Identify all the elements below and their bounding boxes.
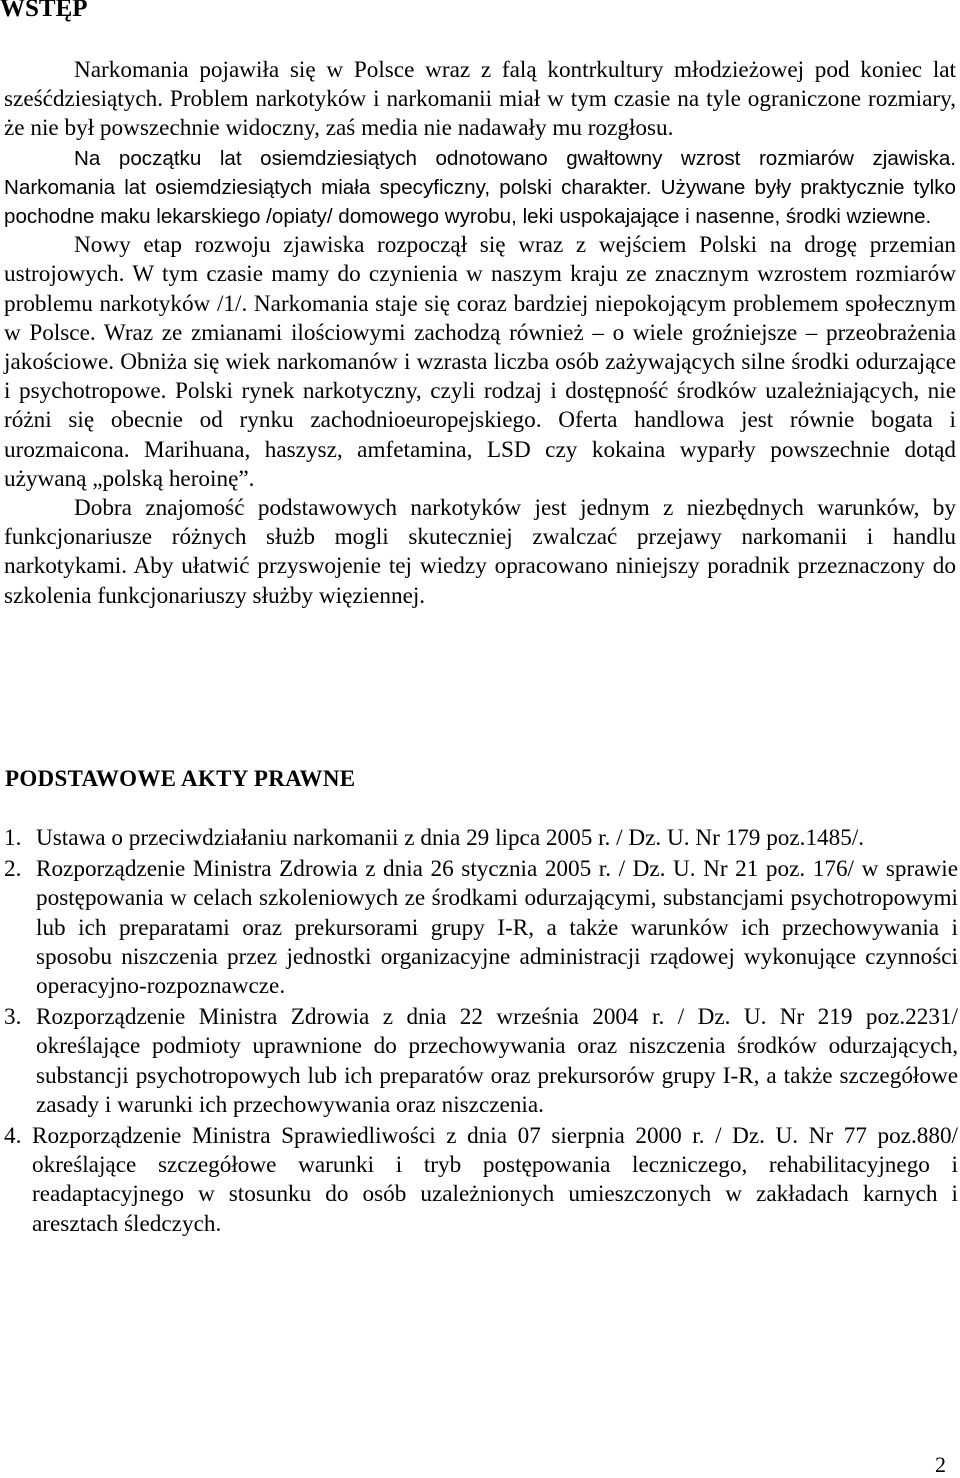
list-item-text: Rozporządzenie Ministra Zdrowia z dnia 22 września 2004 r. / Dz. U. Nr 219 poz.2231/ określające podmioty uprawnione do przechowywania oraz niszczenia środków odurzających, substancji psychotropowych lub ich preparatów oraz prekursorów grupy I-R, a także szczegółowe zasady i warunki ich przechowywania oraz niszczenia. [36, 1004, 958, 1118]
list-item-text: Rozporządzenie Ministra Sprawiedliwości z dnia 07 sierpnia 2000 r. / Dz. U. Nr 77 poz.880/ określające szczegółowe warunki i tryb postępowania leczniczego, rehabilitacyjnego i readaptacyjnego w stosunku do osób uzależnionych umieszczonych w zakładach karnych i aresztach śledczych. [32, 1123, 958, 1237]
list-item [4, 824, 958, 853]
section-heading: PODSTAWOWE AKTY PRAWNE [5, 766, 356, 791]
list-item-number: 1. [4, 825, 22, 851]
list-item-text: Ustawa o przeciwdziałaniu narkomanii z dnia 29 lipca 2005 r. / Dz. U. Nr 179 poz.1485/. [36, 825, 865, 851]
list-item-text: Rozporządzenie Ministra Zdrowia z dnia 26 stycznia 2005 r. / Dz. U. Nr 21 poz. 176/ w sprawie postępowania w celach szkoleniowych ze środkami odurzającymi, substancjami psychotropowymi lub ich preparatami oraz prekursorami grupy I-R, a także warunków ich przechowywania i sposobu niszczenia przez jednostki organizacyjne administracji rządowej wykonujące czynności operacyjno-rozpoznawcze. [36, 856, 958, 1000]
list-item-number: 4. [4, 1123, 22, 1150]
list-item-number: 2. [4, 856, 22, 883]
paragraph: Na początku lat osiemdziesiątych odnotowano gwałtowny wzrost rozmiarów zjawiska. Narkomania lat osiemdziesiątych miała specyficzny, polski charakter. Używane były praktycznie tylko pochodne maku lekarskiego /opiaty/ domowego wyrobu, leki uspokajające i nasenne, środki wziewne. [4, 146, 956, 229]
paragraph: Dobra znajomość podstawowych narkotyków jest jednym z niezbędnych warunków, by funkcjonariusze różnych służb mogli skuteczniej zwalczać przejawy narkomanii i handlu narkotykami. Aby ułatwić przyswojenie tej wiedzy opracowano niniejszy poradnik przeznaczony do szkolenia funkcjonariuszy służby więziennej. [4, 495, 956, 609]
list-item [4, 1122, 958, 1239]
list-item [4, 1003, 958, 1120]
paragraph: Narkomania pojawiła się w Polsce wraz z falą kontrkultury młodzieżowej pod koniec lat sześćdziesiątych. Problem narkotyków i narkomanii miał w tym czasie na tyle ograniczone rozmiary, że nie był powszechnie widoczny, zaś media nie nadawały mu rozgłosu. [4, 57, 956, 142]
list-item-number: 3. [4, 1004, 22, 1031]
list-item [4, 855, 958, 1001]
paragraph: Nowy etap rozwoju zjawiska rozpoczął się wraz z wejściem Polski na drogę przemian ustrojowych. W tym czasie mamy do czynienia w naszym kraju ze znacznym wzrostem rozmiarów problemu narkotyków /1/. Narkomania staje się coraz bardziej niepokojącym problemem społecznym w Polsce. Wraz ze zmianami ilościowymi zachodzą również – o wiele groźniejsze – przeobrażenia jakościowe. Obniża się wiek narkomanów i wzrasta liczba osób zażywających silne środki odurzające i psychotropowe. Polski rynek narkotyczny, czyli rodzaj i dostępność środków uzależniających, nie różni się obecnie od rynku zachodnioeuropejskiego. Oferta handlowa jest równie bogata i urozmaicona. Marihuana, haszysz, amfetamina, LSD czy kokaina wyparły powszechnie dotąd używaną „polską heroinę”. [4, 232, 956, 492]
intro-section [4, 56, 956, 611]
page-heading: WSTĘP [0, 0, 88, 22]
page-number: 2 [935, 1452, 946, 1477]
legal-acts-list [4, 824, 958, 1241]
